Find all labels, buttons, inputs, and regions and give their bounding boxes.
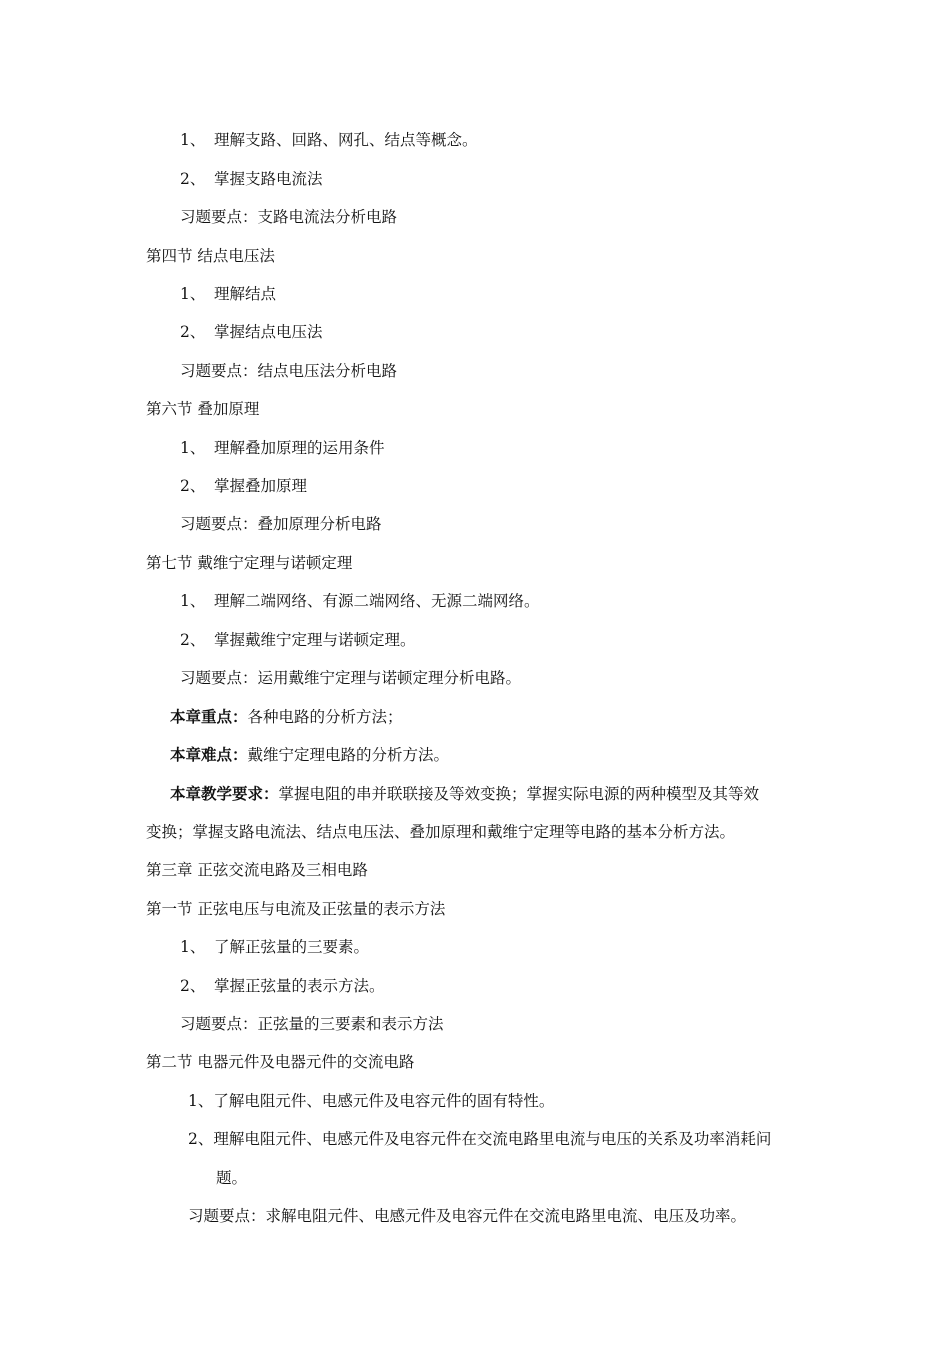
list-item: 2、理解电阻元件、电感元件及电容元件在交流电路里电流与电压的关系及功率消耗问 bbox=[188, 1130, 772, 1148]
list-item: 2、 掌握戴维宁定理与诺顿定理。 bbox=[180, 631, 416, 649]
list-item: 2、 掌握正弦量的表示方法。 bbox=[180, 977, 385, 995]
list-item: 2、 掌握支路电流法 bbox=[180, 170, 323, 188]
chapter-key-points: 本章重点：各种电路的分析方法； bbox=[170, 707, 403, 726]
list-item: 1、 理解二端网络、有源二端网络、无源二端网络。 bbox=[180, 592, 540, 610]
exercise-note: 习题要点：正弦量的三要素和表示方法 bbox=[180, 1015, 444, 1033]
list-item-cont: 题。 bbox=[216, 1169, 248, 1187]
list-item: 1、 理解结点 bbox=[180, 285, 277, 303]
list-item: 2、 掌握叠加原理 bbox=[180, 477, 308, 495]
chapter-requirements: 本章教学要求：掌握电阻的串并联联接及等效变换；掌握实际电源的两种模型及其等效 bbox=[170, 784, 760, 803]
exercise-note: 习题要点：结点电压法分析电路 bbox=[180, 362, 398, 380]
list-item: 1、 理解叠加原理的运用条件 bbox=[180, 439, 385, 457]
section-heading: 第七节 戴维宁定理与诺顿定理 bbox=[146, 554, 353, 572]
section-heading: 第一节 正弦电压与电流及正弦量的表示方法 bbox=[146, 900, 446, 918]
exercise-note: 习题要点：运用戴维宁定理与诺顿定理分析电路。 bbox=[180, 669, 522, 687]
exercise-note: 习题要点：叠加原理分析电路 bbox=[180, 515, 382, 533]
chapter-requirements-cont: 变换；掌握支路电流法、结点电压法、叠加原理和戴维宁定理等电路的基本分析方法。 bbox=[146, 823, 736, 841]
exercise-note: 习题要点：求解电阻元件、电感元件及电容元件在交流电路里电流、电压及功率。 bbox=[188, 1207, 747, 1225]
chapter-heading: 第三章 正弦交流电路及三相电路 bbox=[146, 861, 368, 879]
section-heading: 第六节 叠加原理 bbox=[146, 400, 260, 418]
list-item: 1、 理解支路、回路、网孔、结点等概念。 bbox=[180, 131, 478, 149]
list-item: 1、了解电阻元件、电感元件及电容元件的固有特性。 bbox=[188, 1092, 555, 1110]
list-item: 2、 掌握结点电压法 bbox=[180, 323, 323, 341]
list-item: 1、 了解正弦量的三要素。 bbox=[180, 938, 370, 956]
section-heading: 第二节 电器元件及电器元件的交流电路 bbox=[146, 1053, 415, 1071]
chapter-difficulties: 本章难点：戴维宁定理电路的分析方法。 bbox=[170, 745, 450, 764]
section-heading: 第四节 结点电压法 bbox=[146, 247, 275, 265]
exercise-note: 习题要点：支路电流法分析电路 bbox=[180, 208, 398, 226]
